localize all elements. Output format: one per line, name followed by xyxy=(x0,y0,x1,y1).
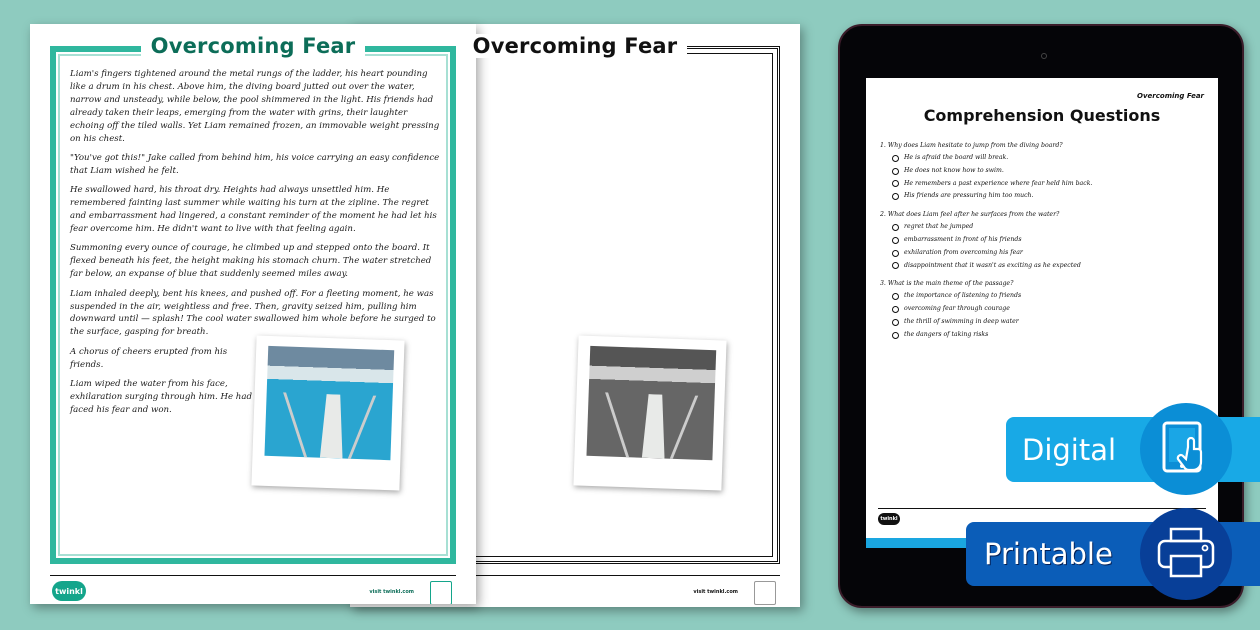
answer-option[interactable] xyxy=(880,316,1210,329)
visit-link[interactable]: visit twinkl.com xyxy=(693,589,738,595)
story-paragraph: A chorus of cheers erupted from his friends. xyxy=(70,346,228,370)
radio-icon[interactable] xyxy=(892,250,899,257)
story-paragraph: He swallowed hard, his throat dry. Heights had always unsettled him. He remembered fainting last summer while waiting his turn at the zipline. The regret and embarrassment had lingered, a constant reminder of the moment he had let his fear overcome him. He didn't want to live with that feeling again. xyxy=(70,185,437,234)
footer-divider xyxy=(878,508,1206,509)
worksheet-page-color xyxy=(30,24,476,604)
twinkl-logo: twinkl xyxy=(878,513,900,525)
radio-icon[interactable] xyxy=(892,262,899,269)
pool-photo-color xyxy=(251,335,404,490)
radio-icon[interactable] xyxy=(892,237,899,244)
page-title: Overcoming Fear xyxy=(463,34,688,58)
question xyxy=(880,209,1210,272)
page-title: Overcoming Fear xyxy=(141,34,366,58)
option-label: He does not know how to swim. xyxy=(904,166,1004,174)
quality-badge-icon xyxy=(430,581,452,604)
answer-option[interactable] xyxy=(880,329,1210,342)
radio-icon[interactable] xyxy=(892,180,899,187)
answer-option[interactable] xyxy=(880,234,1210,247)
answer-option[interactable] xyxy=(880,152,1210,165)
answer-option[interactable] xyxy=(880,165,1210,178)
camera-icon xyxy=(1041,53,1047,59)
story-paragraph: Liam inhaled deeply, bent his knees, and pushed off. For a fleeting moment, he was suspended in the air, weightless and free. Then, gravity seized him, pulling him downward until — splash! The cool water swallowed him whole before he surged to the surface, gasping for breath. xyxy=(70,288,436,338)
answer-option[interactable] xyxy=(880,260,1210,273)
question xyxy=(880,140,1210,203)
question-text: 3. What is the main theme of the passage? xyxy=(880,280,1014,288)
tablet-touch-icon xyxy=(1140,403,1232,495)
sheet-title: Comprehension Questions xyxy=(923,106,1161,125)
pool-image xyxy=(264,346,394,460)
story-paragraph: "You've got this!" Jake called from behind him, his voice carrying an easy confidence that Liam wished he felt. xyxy=(70,152,440,176)
visit-link[interactable]: visit twinkl.com xyxy=(369,589,414,595)
story-paragraph: Liam wiped the water from his face, exhilaration surging through him. He had faced his fear and won. xyxy=(70,379,252,415)
quality-badge-icon xyxy=(754,581,776,605)
option-label: the importance of listening to friends xyxy=(904,292,1022,300)
answer-option[interactable] xyxy=(880,178,1210,191)
radio-icon[interactable] xyxy=(892,155,899,162)
answer-option[interactable] xyxy=(880,290,1210,303)
option-label: exhilaration from overcoming his fear xyxy=(904,248,1023,256)
option-label: the thrill of swimming in deep water xyxy=(904,317,1019,325)
radio-icon[interactable] xyxy=(892,293,899,300)
question-text: 1. Why does Liam hesitate to jump from the diving board? xyxy=(880,142,1063,149)
radio-icon[interactable] xyxy=(892,319,899,326)
radio-icon[interactable] xyxy=(892,332,899,339)
answer-option[interactable] xyxy=(880,303,1210,316)
pool-photo-bw xyxy=(573,335,726,490)
answer-option[interactable] xyxy=(880,190,1210,203)
digital-label: Digital xyxy=(1022,432,1117,467)
question-text: 2. What does Liam feel after he surfaces from the water? xyxy=(880,211,1060,219)
option-label: His friends are pressuring him too much. xyxy=(904,192,1034,200)
radio-icon[interactable] xyxy=(892,224,899,231)
twinkl-logo: twinkl xyxy=(52,581,86,601)
option-label: embarrassment in front of his friends xyxy=(904,235,1022,243)
option-label: He remembers a past experience where fear held him back. xyxy=(904,179,1093,187)
radio-icon[interactable] xyxy=(892,168,899,175)
answer-option[interactable] xyxy=(880,247,1210,260)
story-paragraph: Liam's fingers tightened around the metal rungs of the ladder, his heart pounding like a drum in his chest. Above him, the diving board jutted out over the water, narrow and unsteady, while below, the pool shimmered in the light. His friends had already taken their leaps, emerging from the water with grins, their laughter echoing off the tiled walls. Yet Liam remained frozen, an immovable weight pressing on his chest. xyxy=(70,69,440,144)
radio-icon[interactable] xyxy=(892,306,899,313)
radio-icon[interactable] xyxy=(892,193,899,200)
footer-divider xyxy=(50,575,456,576)
pool-image xyxy=(586,346,716,460)
sheet-tag: Overcoming Fear xyxy=(1137,92,1204,100)
option-label: the dangers of taking risks xyxy=(904,330,989,338)
option-label: He is afraid the board will break. xyxy=(904,154,1009,161)
printable-label: Printable xyxy=(984,537,1113,571)
printer-icon xyxy=(1140,508,1232,600)
answer-option[interactable] xyxy=(880,221,1210,234)
question xyxy=(880,278,1210,341)
question-list xyxy=(880,140,1210,348)
option-label: overcoming fear through courage xyxy=(904,305,1010,313)
option-label: disappointment that it wasn't as exciting as he expected xyxy=(904,261,1081,269)
story-paragraph: Summoning every ounce of courage, he climbed up and stepped onto the board. It flexed beneath his feet, the height making his stomach churn. The water stretched far below, an expanse of blue that suddenly seemed miles away. xyxy=(70,243,432,280)
option-label: regret that he jumped xyxy=(904,223,974,231)
